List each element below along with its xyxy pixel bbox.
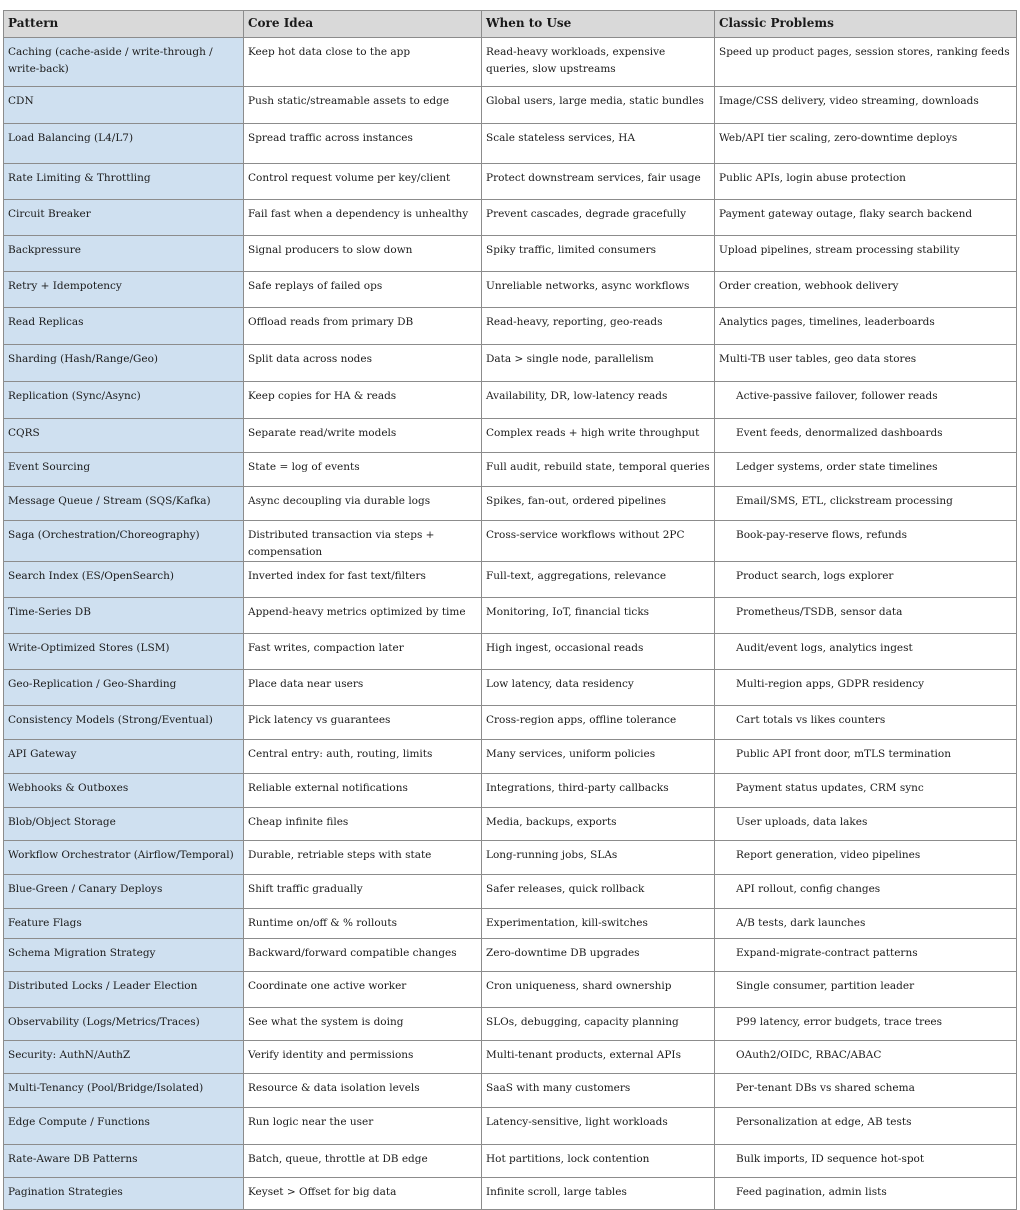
classic-problems-cell: Cart totals vs likes counters [715,706,1017,740]
pattern-cell: Saga (Orchestration/Choreography) [4,521,244,562]
table-row [4,972,1017,1008]
core-idea-cell: Keyset > Offset for big data [244,1178,482,1210]
classic-problems-cell: Per-tenant DBs vs shared schema [715,1074,1017,1108]
classic-problems-cell: Speed up product pages, session stores, ranking feeds [715,38,1017,87]
core-idea-cell: Coordinate one active worker [244,972,482,1008]
table-row [4,598,1017,634]
header-pattern: Pattern [4,11,244,38]
classic-problems-cell: Expand-migrate-contract patterns [715,939,1017,972]
table-row [4,124,1017,164]
pattern-cell: Circuit Breaker [4,200,244,236]
when-to-use-cell: Full audit, rebuild state, temporal queries [482,453,715,487]
when-to-use-cell: Protect downstream services, fair usage [482,164,715,200]
when-to-use-cell: Availability, DR, low-latency reads [482,382,715,419]
core-idea-cell: Reliable external notifications [244,774,482,808]
when-to-use-cell: Hot partitions, lock contention [482,1145,715,1178]
table-row [4,345,1017,382]
pattern-cell: Workflow Orchestrator (Airflow/Temporal) [4,841,244,875]
pattern-cell: Distributed Locks / Leader Election [4,972,244,1008]
classic-problems-cell: Payment status updates, CRM sync [715,774,1017,808]
pattern-cell: Feature Flags [4,909,244,939]
when-to-use-cell: Prevent cascades, degrade gracefully [482,200,715,236]
table-body [4,38,1017,1210]
classic-problems-cell: Book-pay-reserve flows, refunds [715,521,1017,562]
pattern-cell: CQRS [4,419,244,453]
classic-problems-cell: User uploads, data lakes [715,808,1017,841]
core-idea-cell: Inverted index for fast text/filters [244,562,482,598]
table-row [4,875,1017,909]
table-row [4,808,1017,841]
when-to-use-cell: Safer releases, quick rollback [482,875,715,909]
core-idea-cell: Signal producers to slow down [244,236,482,272]
when-to-use-cell: Spikes, fan-out, ordered pipelines [482,487,715,521]
pattern-cell: Edge Compute / Functions [4,1108,244,1145]
pattern-cell: Caching (cache-aside / write-through / write-back) [4,38,244,87]
classic-problems-cell: Audit/event logs, analytics ingest [715,634,1017,670]
classic-problems-cell: Multi-region apps, GDPR residency [715,670,1017,706]
pattern-cell: Sharding (Hash/Range/Geo) [4,345,244,382]
classic-problems-cell: Single consumer, partition leader [715,972,1017,1008]
pattern-cell: API Gateway [4,740,244,774]
table-row [4,740,1017,774]
pattern-cell: Message Queue / Stream (SQS/Kafka) [4,487,244,521]
table-header [4,11,1017,38]
table-row [4,841,1017,875]
table-row [4,909,1017,939]
header-core-idea: Core Idea [244,11,482,38]
table-row [4,634,1017,670]
table-row [4,453,1017,487]
classic-problems-cell: Web/API tier scaling, zero-downtime deploys [715,124,1017,164]
table-row [4,272,1017,308]
core-idea-cell: Resource & data isolation levels [244,1074,482,1108]
pattern-cell: Observability (Logs/Metrics/Traces) [4,1008,244,1041]
table-row [4,164,1017,200]
when-to-use-cell: Monitoring, IoT, financial ticks [482,598,715,634]
classic-problems-cell: Multi-TB user tables, geo data stores [715,345,1017,382]
table-row [4,1108,1017,1145]
core-idea-cell: Shift traffic gradually [244,875,482,909]
classic-problems-cell: Analytics pages, timelines, leaderboards [715,308,1017,345]
table-row [4,38,1017,87]
classic-problems-cell: Report generation, video pipelines [715,841,1017,875]
when-to-use-cell: Long-running jobs, SLAs [482,841,715,875]
pattern-cell: Security: AuthN/AuthZ [4,1041,244,1074]
when-to-use-cell: Many services, uniform policies [482,740,715,774]
core-idea-cell: State = log of events [244,453,482,487]
core-idea-cell: Distributed transaction via steps + compensation [244,521,482,562]
when-to-use-cell: Unreliable networks, async workflows [482,272,715,308]
table-row [4,419,1017,453]
when-to-use-cell: Global users, large media, static bundles [482,87,715,124]
core-idea-cell: Split data across nodes [244,345,482,382]
core-idea-cell: Central entry: auth, routing, limits [244,740,482,774]
when-to-use-cell: Multi-tenant products, external APIs [482,1041,715,1074]
pattern-cell: Blue-Green / Canary Deploys [4,875,244,909]
pattern-cell: Pagination Strategies [4,1178,244,1210]
table-row [4,706,1017,740]
when-to-use-cell: SLOs, debugging, capacity planning [482,1008,715,1041]
core-idea-cell: Keep hot data close to the app [244,38,482,87]
when-to-use-cell: Infinite scroll, large tables [482,1178,715,1210]
when-to-use-cell: Low latency, data residency [482,670,715,706]
pattern-cell: Backpressure [4,236,244,272]
core-idea-cell: Fail fast when a dependency is unhealthy [244,200,482,236]
pattern-cell: Rate-Aware DB Patterns [4,1145,244,1178]
classic-problems-cell: Payment gateway outage, flaky search backend [715,200,1017,236]
table-row [4,1178,1017,1210]
when-to-use-cell: Latency-sensitive, light workloads [482,1108,715,1145]
pattern-cell: Retry + Idempotency [4,272,244,308]
pattern-cell: Write-Optimized Stores (LSM) [4,634,244,670]
pattern-cell: Geo-Replication / Geo-Sharding [4,670,244,706]
classic-problems-cell: P99 latency, error budgets, trace trees [715,1008,1017,1041]
core-idea-cell: Safe replays of failed ops [244,272,482,308]
core-idea-cell: Control request volume per key/client [244,164,482,200]
core-idea-cell: Separate read/write models [244,419,482,453]
pattern-cell: Load Balancing (L4/L7) [4,124,244,164]
table-row [4,236,1017,272]
classic-problems-cell: Feed pagination, admin lists [715,1178,1017,1210]
table-row [4,1041,1017,1074]
classic-problems-cell: Product search, logs explorer [715,562,1017,598]
table-row [4,200,1017,236]
when-to-use-cell: Data > single node, parallelism [482,345,715,382]
core-idea-cell: Durable, retriable steps with state [244,841,482,875]
classic-problems-cell: A/B tests, dark launches [715,909,1017,939]
when-to-use-cell: Zero-downtime DB upgrades [482,939,715,972]
table-row [4,382,1017,419]
classic-problems-cell: API rollout, config changes [715,875,1017,909]
core-idea-cell: Run logic near the user [244,1108,482,1145]
core-idea-cell: Batch, queue, throttle at DB edge [244,1145,482,1178]
classic-problems-cell: Event feeds, denormalized dashboards [715,419,1017,453]
classic-problems-cell: Prometheus/TSDB, sensor data [715,598,1017,634]
classic-problems-cell: Order creation, webhook delivery [715,272,1017,308]
pattern-cell: Rate Limiting & Throttling [4,164,244,200]
classic-problems-cell: Public APIs, login abuse protection [715,164,1017,200]
core-idea-cell: See what the system is doing [244,1008,482,1041]
when-to-use-cell: Cron uniqueness, shard ownership [482,972,715,1008]
pattern-cell: Blob/Object Storage [4,808,244,841]
pattern-cell: Time-Series DB [4,598,244,634]
pattern-cell: Read Replicas [4,308,244,345]
when-to-use-cell: SaaS with many customers [482,1074,715,1108]
core-idea-cell: Place data near users [244,670,482,706]
pattern-cell: Event Sourcing [4,453,244,487]
core-idea-cell: Runtime on/off & % rollouts [244,909,482,939]
table-row [4,487,1017,521]
core-idea-cell: Pick latency vs guarantees [244,706,482,740]
core-idea-cell: Fast writes, compaction later [244,634,482,670]
core-idea-cell: Offload reads from primary DB [244,308,482,345]
header-classic-problems: Classic Problems [715,11,1017,38]
core-idea-cell: Cheap infinite files [244,808,482,841]
when-to-use-cell: Scale stateless services, HA [482,124,715,164]
when-to-use-cell: Read-heavy workloads, expensive queries, slow upstreams [482,38,715,87]
pattern-cell: Webhooks & Outboxes [4,774,244,808]
classic-problems-cell: Public API front door, mTLS termination [715,740,1017,774]
classic-problems-cell: Upload pipelines, stream processing stability [715,236,1017,272]
classic-problems-cell: Personalization at edge, AB tests [715,1108,1017,1145]
core-idea-cell: Backward/forward compatible changes [244,939,482,972]
table-row [4,670,1017,706]
table-row [4,1145,1017,1178]
when-to-use-cell: High ingest, occasional reads [482,634,715,670]
when-to-use-cell: Experimentation, kill-switches [482,909,715,939]
classic-problems-cell: Bulk imports, ID sequence hot-spot [715,1145,1017,1178]
core-idea-cell: Push static/streamable assets to edge [244,87,482,124]
classic-problems-cell: Active-passive failover, follower reads [715,382,1017,419]
table-row [4,562,1017,598]
core-idea-cell: Verify identity and permissions [244,1041,482,1074]
pattern-cell: Search Index (ES/OpenSearch) [4,562,244,598]
pattern-cell: Replication (Sync/Async) [4,382,244,419]
pattern-cell: Multi-Tenancy (Pool/Bridge/Isolated) [4,1074,244,1108]
classic-problems-cell: Image/CSS delivery, video streaming, downloads [715,87,1017,124]
classic-problems-cell: Email/SMS, ETL, clickstream processing [715,487,1017,521]
table-row [4,1008,1017,1041]
classic-problems-cell: OAuth2/OIDC, RBAC/ABAC [715,1041,1017,1074]
when-to-use-cell: Full-text, aggregations, relevance [482,562,715,598]
pattern-cell: CDN [4,87,244,124]
classic-problems-cell: Ledger systems, order state timelines [715,453,1017,487]
when-to-use-cell: Media, backups, exports [482,808,715,841]
table-row [4,939,1017,972]
when-to-use-cell: Complex reads + high write throughput [482,419,715,453]
when-to-use-cell: Cross-region apps, offline tolerance [482,706,715,740]
core-idea-cell: Async decoupling via durable logs [244,487,482,521]
table-row [4,1074,1017,1108]
when-to-use-cell: Read-heavy, reporting, geo-reads [482,308,715,345]
patterns-table [3,10,1017,1210]
table-row [4,774,1017,808]
when-to-use-cell: Spiky traffic, limited consumers [482,236,715,272]
patterns-table-container [3,10,1016,1210]
table-row [4,521,1017,562]
pattern-cell: Schema Migration Strategy [4,939,244,972]
core-idea-cell: Keep copies for HA & reads [244,382,482,419]
header-when-to-use: When to Use [482,11,715,38]
core-idea-cell: Spread traffic across instances [244,124,482,164]
pattern-cell: Consistency Models (Strong/Eventual) [4,706,244,740]
core-idea-cell: Append-heavy metrics optimized by time [244,598,482,634]
header-row [4,11,1017,38]
when-to-use-cell: Integrations, third-party callbacks [482,774,715,808]
table-row [4,308,1017,345]
table-row [4,87,1017,124]
when-to-use-cell: Cross-service workflows without 2PC [482,521,715,562]
